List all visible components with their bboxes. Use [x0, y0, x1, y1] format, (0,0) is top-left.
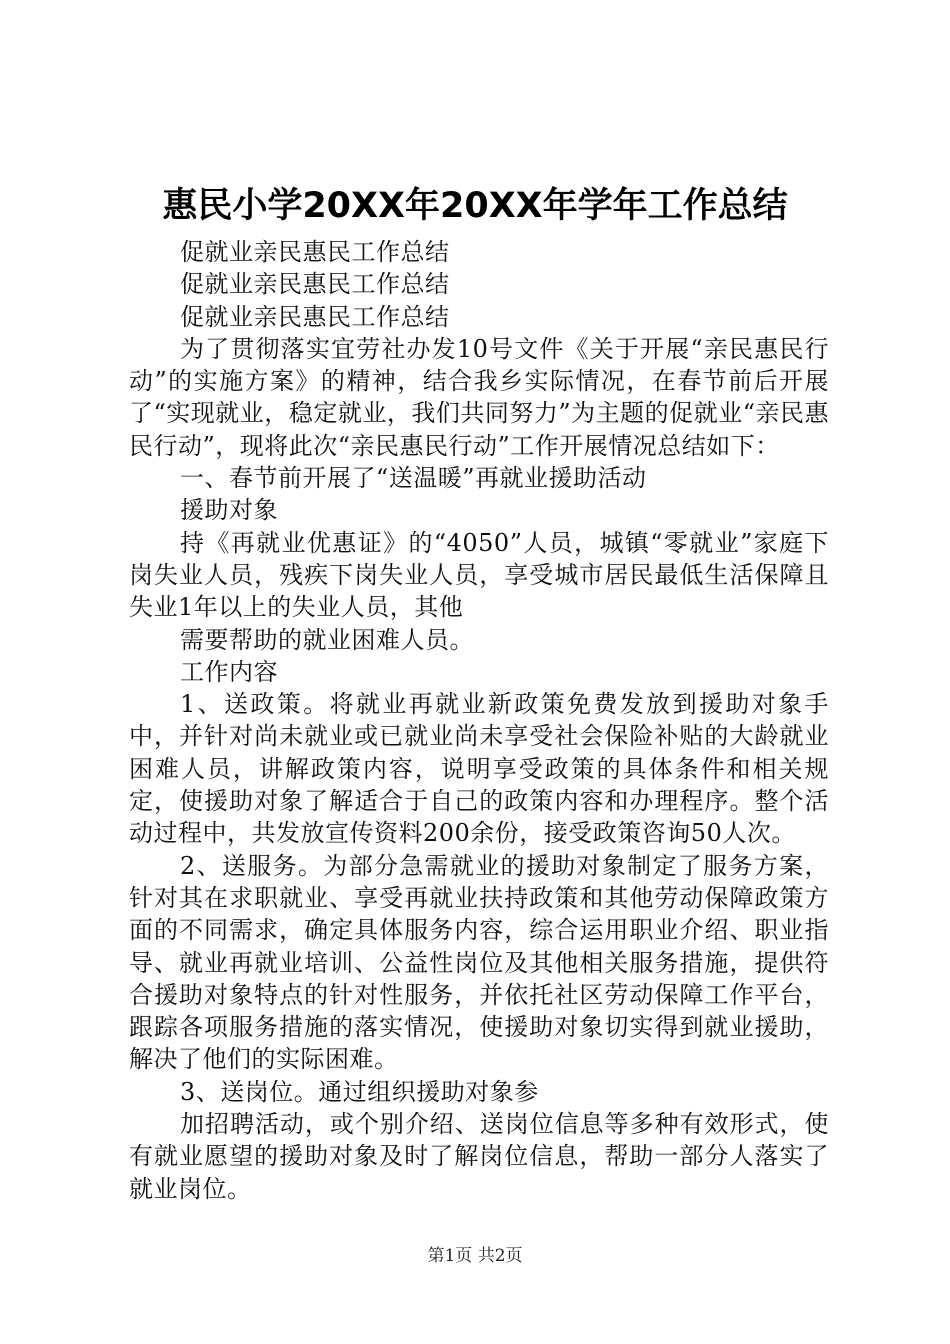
paragraph: 促就业亲民惠民工作总结	[180, 238, 450, 266]
section-heading: 一、春节前开展了“送温暖”再就业援助活动	[180, 464, 647, 493]
paragraph: 1、送政策。将就业再就业新政策免费发放到援助对象手中，并针对尚未就业或已就业尚未享受社会保险补贴的大龄就业困难人员，讲解政策内容，说明享受政策的具体条件和相关规定，使援助对象了解适合于自己的政策内容和办理程序。整个活动过程中，共发放宣传资料200余份，接受政策咨询50人次。	[129, 690, 829, 848]
paragraph: 需要帮助的就业困难人员。	[180, 625, 474, 654]
paragraph: 持《再就业优惠证》的“4050”人员，城镇“零就业”家庭下岗失业人员，残疾下岗失业人员，享受城市居民最低生活保障且失业1年以上的失业人员，其他	[129, 528, 829, 622]
subheading: 援助对象	[180, 496, 278, 525]
paragraph: 加招聘活动，或个别介绍、送岗位信息等多种有效形式，使有就业愿望的援助对象及时了解岗位信息，帮助一部分人落实了就业岗位。	[129, 1110, 829, 1203]
page-number-footer: 第1页 共2页	[427, 1246, 523, 1266]
document-body	[129, 236, 829, 1205]
paragraph: 3、送岗位。通过组织援助对象参	[180, 1077, 539, 1106]
paragraph: 促就业亲民惠民工作总结	[180, 302, 450, 331]
document-title: 惠民小学20XX年20XX年学年工作总结	[162, 186, 788, 226]
paragraph: 为了贯彻落实宜劳社办发10号文件《关于开展“亲民惠民行动”的实施方案》的精神，结合我乡实际情况，在春节前后开展了“实现就业，稳定就业，我们共同努力”为主题的促就业“亲民惠民行动”，现将此次“亲民惠民行动”工作开展情况总结如下：	[129, 334, 829, 460]
subheading: 工作内容	[180, 657, 278, 686]
paragraph: 2、送服务。为部分急需就业的援助对象制定了服务方案，针对其在求职就业、享受再就业扶持政策和其他劳动保障政策方面的不同需求，确定具体服务内容，综合运用职业介绍、职业指导、就业再就业培训、公益性岗位及其他相关服务措施，提供符合援助对象特点的针对性服务，并依托社区劳动保障工作平台，跟踪各项服务措施的落实情况，使援助对象切实得到就业援助，解决了他们的实际困难。	[129, 851, 829, 1074]
paragraph: 促就业亲民惠民工作总结	[180, 270, 450, 299]
